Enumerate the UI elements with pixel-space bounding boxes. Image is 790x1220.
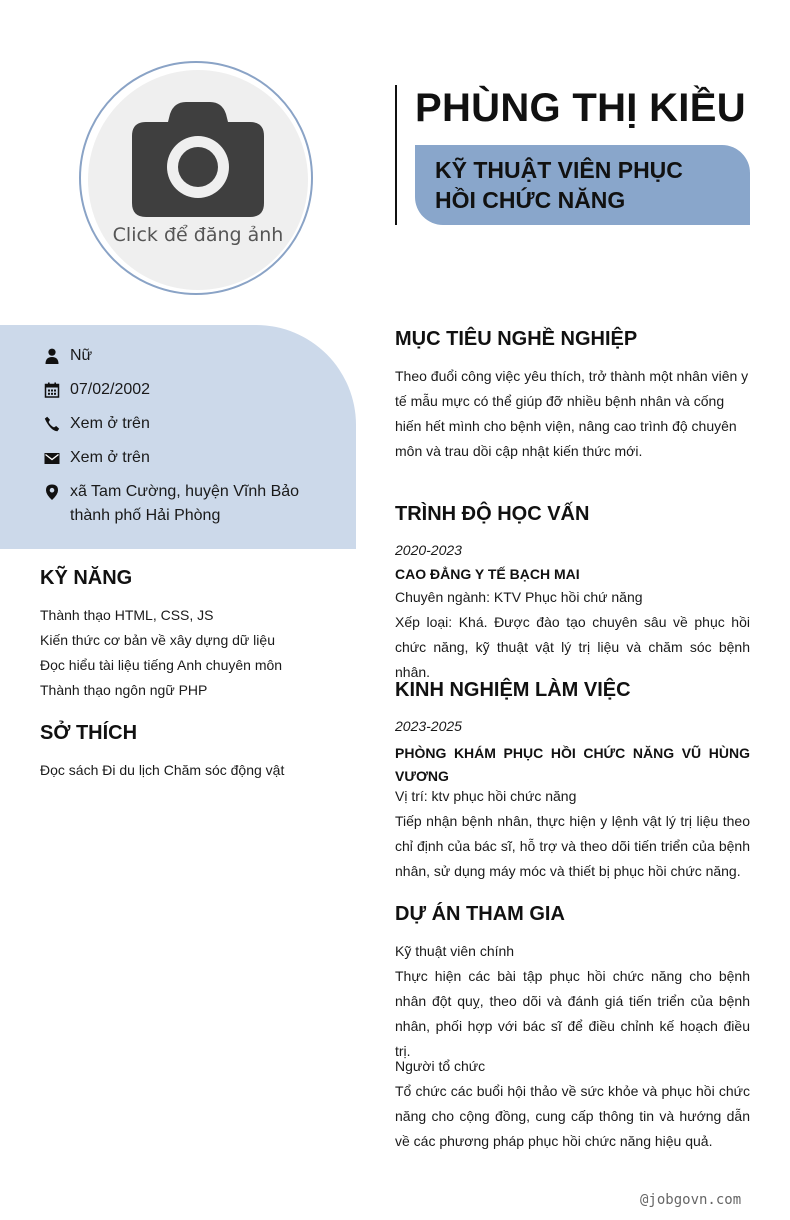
- education-detail: Xếp loại: Khá. Được đào tạo chuyên sâu về phục hồi chức năng, kỹ thuật vật lý trị liệu và chăm sóc bệnh nhân.: [395, 614, 750, 680]
- contact-phone: [40, 412, 340, 436]
- address-line-1: xã Tam Cường, huyện Vĩnh Bảo: [70, 483, 300, 500]
- skills-list: [40, 603, 350, 703]
- education-major: Chuyên ngành: KTV Phục hồi chứ năng: [395, 589, 643, 605]
- email-value: Xem ở trên: [70, 449, 150, 466]
- phone-icon: [44, 416, 60, 432]
- job-title: KỸ THUẬT VIÊN PHỤC HỒI CHỨC NĂNG: [435, 157, 683, 213]
- camera-icon[interactable]: [132, 102, 264, 217]
- phone-value: Xem ở trên: [70, 415, 150, 432]
- envelope-icon: [44, 450, 60, 466]
- project-role: Kỹ thuật viên chính: [395, 943, 515, 959]
- experience-period: 2023-2025: [395, 718, 462, 734]
- address-line-2: thành phố Hải Phòng: [70, 507, 221, 524]
- project-detail: Thực hiện các bài tập phục hồi chức năng cho bệnh nhân đột quỵ, theo dõi và đánh giá tiến triển của bệnh nhân, phối hợp với bác sĩ để điều chỉnh kế hoạch điều trị.: [395, 968, 750, 1059]
- objective-heading: MỤC TIÊU NGHỀ NGHIỆP: [395, 328, 638, 350]
- person-icon: [44, 348, 60, 364]
- photo-caption[interactable]: Click để đăng ảnh: [112, 224, 284, 246]
- projects-heading: DỰ ÁN THAM GIA: [395, 903, 565, 925]
- header-divider: [395, 85, 397, 225]
- skill-item: Kiến thức cơ bản về xây dựng dữ liệu: [40, 632, 275, 648]
- skill-item: Thành thạo ngôn ngữ PHP: [40, 682, 208, 698]
- experience-position: Vị trí: ktv phục hồi chức năng: [395, 788, 577, 804]
- project-detail: Tổ chức các buổi hội thảo về sức khỏe và phục hồi chức năng cho cộng đồng, cung cấp thông tin và hướng dẫn về các phương pháp phục hồi chức năng hiệu quả.: [395, 1083, 750, 1149]
- calendar-icon: [44, 382, 60, 398]
- contact-dob: [40, 378, 340, 402]
- candidate-name: PHÙNG THỊ KIỀU: [415, 86, 746, 130]
- experience-heading: KINH NGHIỆM LÀM VIỆC: [395, 679, 631, 701]
- objective-text: Theo đuổi công việc yêu thích, trở thành một nhân viên y tế mẫu mực có thể giúp đỡ nhiều bệnh nhân và cống hiến hết mình cho bệnh viện, nâng cao trình độ chuyên môn và trau dồi cập nhật kiến thức mới.: [395, 368, 749, 459]
- experience-company: PHÒNG KHÁM PHỤC HỒI CHỨC NĂNG VŨ HÙNG VƯƠNG: [395, 745, 750, 784]
- hobbies-text: Đọc sách Đi du lịch Chăm sóc động vật: [40, 762, 285, 778]
- contact-address: [40, 480, 350, 530]
- contact-email: [40, 446, 340, 470]
- project-role: Người tổ chức: [395, 1058, 486, 1074]
- job-title-box: [415, 145, 750, 225]
- experience-detail: Tiếp nhận bệnh nhân, thực hiện y lệnh vật lý trị liệu theo chỉ định của bác sĩ, hỗ trợ và theo dõi tiến triển của bệnh nhân, sử dụng máy móc và thiết bị phục hồi chức năng.: [395, 813, 750, 879]
- contact-gender: [40, 344, 340, 368]
- skills-heading: KỸ NĂNG: [40, 567, 133, 589]
- location-pin-icon: [44, 484, 60, 500]
- skill-item: Thành thạo HTML, CSS, JS: [40, 607, 214, 623]
- dob-value: 07/02/2002: [70, 381, 151, 398]
- education-period: 2020-2023: [395, 542, 462, 558]
- watermark: @jobgovn.com: [640, 1192, 742, 1208]
- gender-value: Nữ: [70, 347, 93, 364]
- education-school: CAO ĐẲNG Y TẾ BẠCH MAI: [395, 566, 580, 582]
- hobbies-heading: SỞ THÍCH: [40, 722, 138, 744]
- education-heading: TRÌNH ĐỘ HỌC VẤN: [395, 503, 590, 525]
- skill-item: Đọc hiểu tài liệu tiếng Anh chuyên môn: [40, 657, 283, 673]
